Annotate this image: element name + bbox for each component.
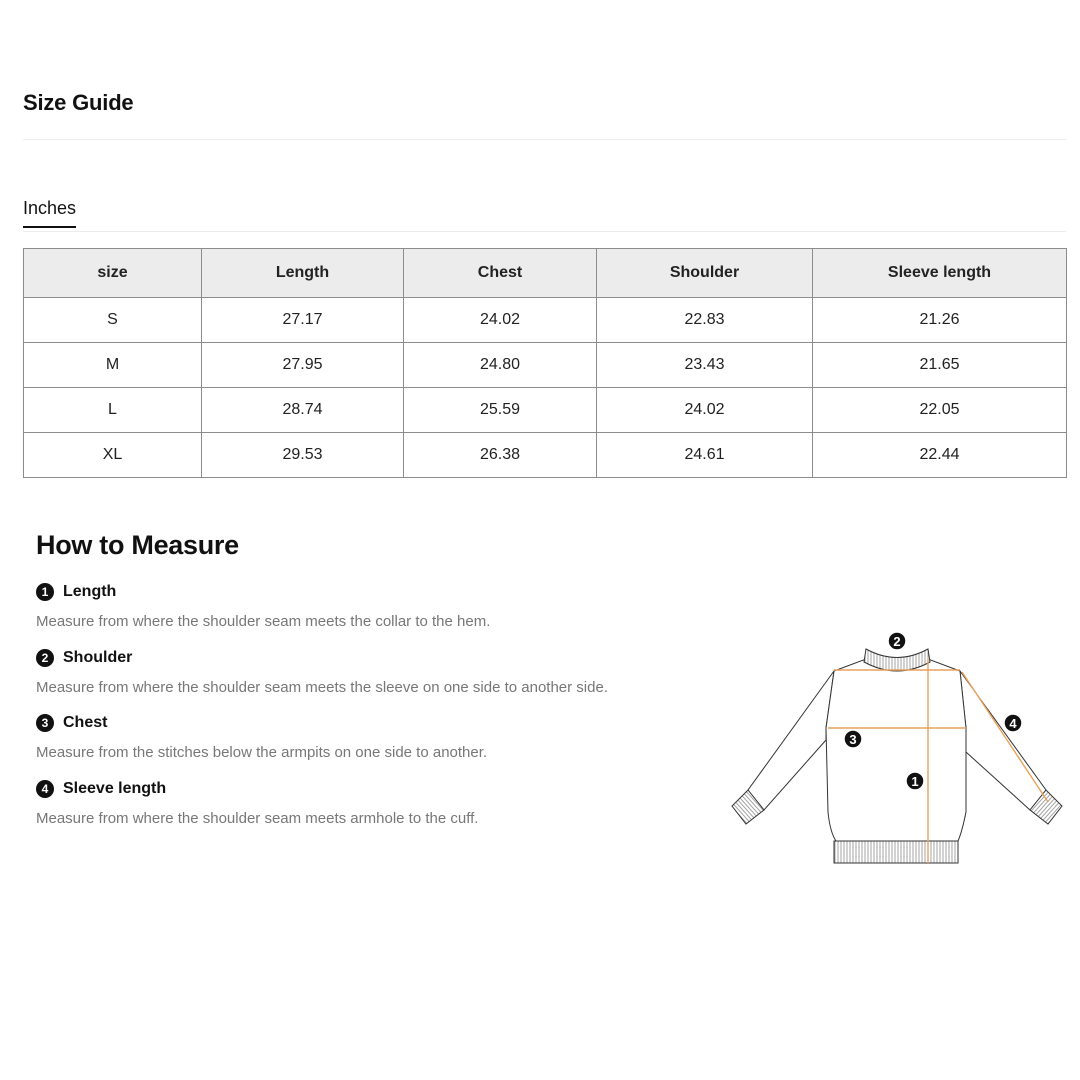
marker-4-label: 4 <box>1009 716 1017 731</box>
number-3-icon: 3 <box>36 714 54 732</box>
measure-name: Chest <box>63 714 108 731</box>
cell-shoulder: 24.02 <box>597 388 813 433</box>
marker-3-icon <box>844 730 862 748</box>
table-row <box>24 388 1067 433</box>
cell-chest: 24.02 <box>404 298 597 343</box>
size-table <box>23 248 1067 478</box>
measure-description: Measure from where the shoulder seam meets armhole to the cuff. <box>36 809 479 827</box>
cell-size: L <box>24 388 202 433</box>
hem-rib <box>834 841 958 863</box>
cell-chest: 24.80 <box>404 343 597 388</box>
cell-shoulder: 23.43 <box>597 343 813 388</box>
title-divider <box>23 139 1066 140</box>
measure-name: Length <box>63 583 117 600</box>
column-header-chest: Chest <box>404 249 597 298</box>
column-header-length: Length <box>202 249 404 298</box>
number-4-icon: 4 <box>36 780 54 798</box>
sweater-outline <box>732 649 1062 863</box>
column-header-sleeve-length: Sleeve length <box>813 249 1067 298</box>
measure-description: Measure from where the shoulder seam meets the sleeve on one side to another side. <box>36 678 608 696</box>
measure-description: Measure from where the shoulder seam meets the collar to the hem. <box>36 613 491 630</box>
cell-shoulder: 24.61 <box>597 433 813 478</box>
cell-sleeve-length: 22.44 <box>813 433 1067 478</box>
cell-size: S <box>24 298 202 343</box>
cell-length: 28.74 <box>202 388 404 433</box>
tab-inches[interactable]: Inches <box>23 198 76 228</box>
number-1-icon: 1 <box>36 583 54 601</box>
measure-name: Sleeve length <box>63 779 167 797</box>
measure-item-chest <box>36 711 716 777</box>
column-header-size: size <box>24 249 202 298</box>
cell-sleeve-length: 21.65 <box>813 343 1067 388</box>
table-row <box>24 298 1067 343</box>
cell-length: 27.95 <box>202 343 404 388</box>
cell-sleeve-length: 22.05 <box>813 388 1067 433</box>
measure-list <box>36 580 716 842</box>
measure-item-shoulder <box>36 646 716 712</box>
table-row <box>24 433 1067 478</box>
number-2-icon: 2 <box>36 649 54 667</box>
right-sleeve <box>960 671 1046 810</box>
measure-item-length <box>36 580 716 646</box>
cell-size: M <box>24 343 202 388</box>
marker-2-label: 2 <box>893 634 901 649</box>
marker-2-icon <box>888 632 906 650</box>
marker-3-label: 3 <box>849 732 857 747</box>
cell-chest: 25.59 <box>404 388 597 433</box>
column-header-shoulder: Shoulder <box>597 249 813 298</box>
left-sleeve <box>748 671 834 810</box>
cell-size: XL <box>24 433 202 478</box>
cell-length: 27.17 <box>202 298 404 343</box>
measure-description: Measure from the stitches below the armpits on one side to another. <box>36 744 488 761</box>
table-row <box>24 343 1067 388</box>
tab-divider <box>23 231 1066 232</box>
sweater-body <box>826 659 966 841</box>
marker-1-icon <box>906 772 924 790</box>
measure-item-sleeve-length <box>36 777 716 843</box>
cell-chest: 26.38 <box>404 433 597 478</box>
page-title: Size Guide <box>23 90 134 115</box>
sweater-measurement-diagram <box>725 625 1070 875</box>
measure-name: Shoulder <box>63 648 133 666</box>
cell-length: 29.53 <box>202 433 404 478</box>
marker-1-label: 1 <box>911 774 919 789</box>
cell-sleeve-length: 21.26 <box>813 298 1067 343</box>
how-to-measure-title: How to Measure <box>36 530 239 560</box>
cell-shoulder: 22.83 <box>597 298 813 343</box>
table-header-row <box>24 249 1067 298</box>
marker-4-icon <box>1004 714 1022 732</box>
